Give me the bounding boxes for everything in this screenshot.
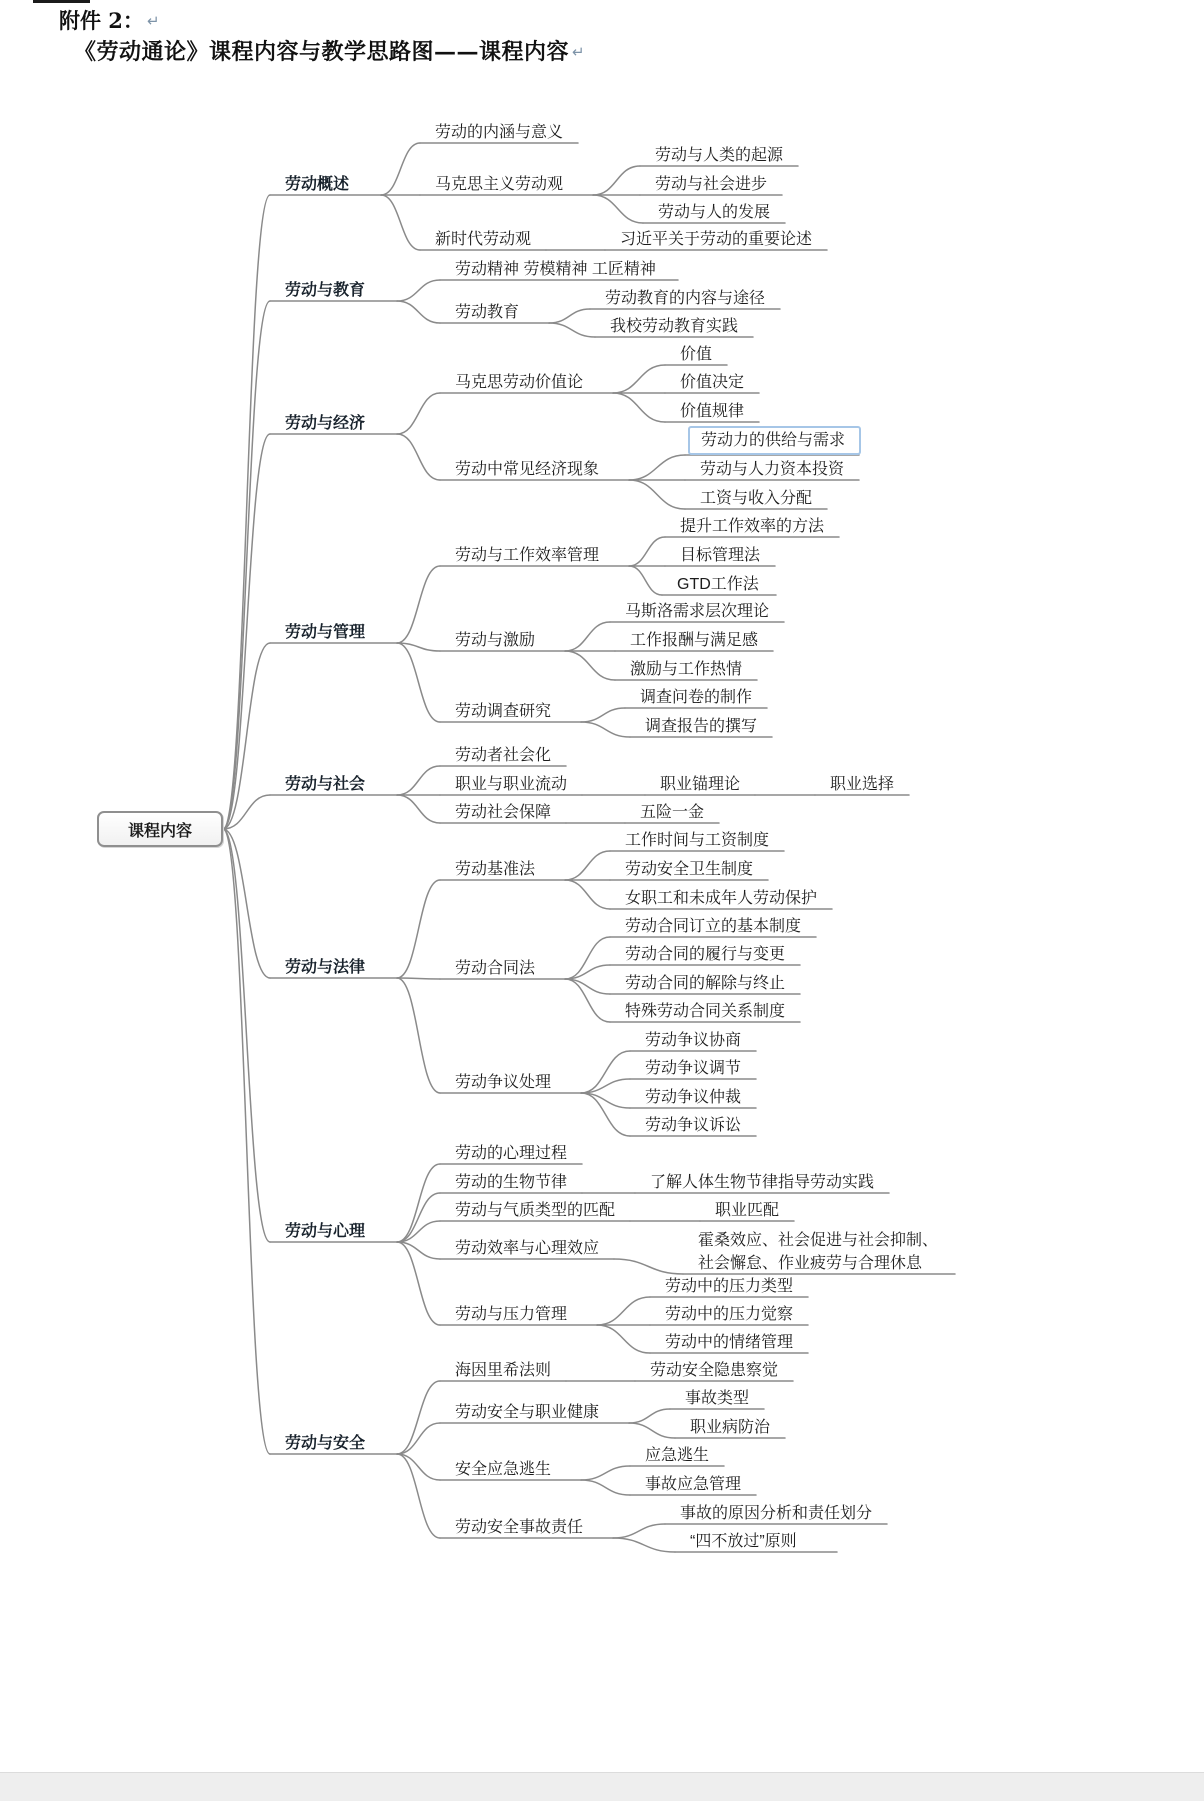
node-human-capital[interactable]: 劳动与人力资本投资 bbox=[700, 461, 845, 478]
page-edge-artifact bbox=[33, 0, 90, 3]
connector bbox=[397, 795, 440, 823]
node-education[interactable]: 劳动与教育 bbox=[285, 282, 366, 299]
attachment-text: 附件 2： bbox=[59, 8, 144, 33]
connector bbox=[397, 434, 440, 480]
connector bbox=[397, 880, 440, 978]
connector bbox=[397, 393, 440, 434]
node-occupation[interactable]: 职业与职业流动 bbox=[455, 776, 568, 793]
node-emergency-escape[interactable]: 安全应急逃生 bbox=[455, 1461, 552, 1478]
connector bbox=[223, 643, 270, 829]
node-disease-prevention[interactable]: 职业病防治 bbox=[690, 1419, 771, 1436]
connector bbox=[565, 622, 610, 651]
node-safety[interactable]: 劳动与安全 bbox=[285, 1435, 366, 1452]
node-protection[interactable]: 女职工和未成年人劳动保护 bbox=[625, 890, 818, 907]
connector bbox=[397, 1423, 440, 1454]
node-psych-process[interactable]: 劳动的心理过程 bbox=[455, 1145, 568, 1162]
document-header bbox=[59, 6, 585, 68]
node-stress-aware[interactable]: 劳动中的压力觉察 bbox=[665, 1306, 794, 1323]
node-maslow[interactable]: 马斯洛需求层次理论 bbox=[625, 603, 770, 620]
connector bbox=[397, 978, 440, 1093]
node-socialization[interactable]: 劳动者社会化 bbox=[455, 747, 552, 764]
node-incentive[interactable]: 劳动与激励 bbox=[455, 632, 536, 649]
connector bbox=[581, 1093, 630, 1136]
connector bbox=[565, 979, 610, 1022]
node-edu-practice[interactable]: 我校劳动教育实践 bbox=[610, 318, 739, 335]
node-economy[interactable]: 劳动与经济 bbox=[285, 415, 366, 432]
connector bbox=[597, 1325, 650, 1353]
node-xijinping[interactable]: 习近平关于劳动的重要论述 bbox=[620, 231, 813, 248]
connector bbox=[397, 1381, 440, 1454]
node-arbitrate[interactable]: 劳动争议仲裁 bbox=[645, 1089, 742, 1106]
node-four-nos[interactable]: “四不放过”原则 bbox=[690, 1533, 797, 1550]
node-emergency-mgmt[interactable]: 事故应急管理 bbox=[645, 1476, 742, 1493]
node-special-contract[interactable]: 特殊劳动合同关系制度 bbox=[625, 1003, 786, 1020]
node-efficiency-mgmt[interactable]: 劳动与工作效率管理 bbox=[455, 547, 600, 564]
node-development[interactable]: 劳动与人的发展 bbox=[658, 204, 771, 221]
node-psychology[interactable]: 劳动与心理 bbox=[285, 1223, 366, 1240]
connector bbox=[549, 309, 590, 323]
node-choice[interactable]: 职业选择 bbox=[830, 776, 895, 793]
node-mbo[interactable]: 目标管理法 bbox=[680, 547, 761, 564]
connector bbox=[381, 143, 420, 195]
node-cause-analysis[interactable]: 事故的原因分析和责任划分 bbox=[680, 1505, 873, 1522]
node-spirits[interactable]: 劳动精神 劳模精神 工匠精神 bbox=[455, 261, 656, 278]
connector bbox=[581, 1480, 630, 1495]
connector bbox=[397, 566, 440, 643]
node-progress[interactable]: 劳动与社会进步 bbox=[655, 176, 768, 193]
connector bbox=[381, 195, 420, 250]
connector bbox=[629, 537, 665, 566]
connector bbox=[629, 1423, 675, 1438]
connector bbox=[397, 643, 440, 722]
node-work-time[interactable]: 工作时间与工资制度 bbox=[625, 832, 770, 849]
node-mediate[interactable]: 劳动争议调节 bbox=[645, 1060, 742, 1077]
node-wage-distribution[interactable]: 工资与收入分配 bbox=[700, 490, 813, 507]
node-disputes[interactable]: 劳动争议处理 bbox=[455, 1074, 552, 1091]
node-newera[interactable]: 新时代劳动观 bbox=[435, 231, 532, 248]
node-bio-rhythm[interactable]: 劳动的生物节律 bbox=[455, 1174, 568, 1191]
connector bbox=[397, 1242, 440, 1325]
node-report-writing[interactable]: 调查报告的撰写 bbox=[645, 718, 758, 735]
connector bbox=[397, 766, 440, 795]
connector bbox=[613, 1538, 675, 1552]
connector bbox=[397, 1164, 440, 1242]
connector bbox=[565, 851, 610, 880]
node-value-theory[interactable]: 马克思劳动价值论 bbox=[455, 374, 584, 391]
paragraph-mark-icon: ↵ bbox=[146, 12, 160, 30]
node-management[interactable]: 劳动与管理 bbox=[285, 624, 366, 641]
node-social-security[interactable]: 劳动社会保障 bbox=[455, 804, 552, 821]
page-title bbox=[74, 36, 585, 68]
connector bbox=[613, 365, 665, 393]
connector bbox=[593, 195, 643, 223]
node-edu-ways[interactable]: 劳动教育的内容与途径 bbox=[605, 290, 766, 307]
node-questionnaire[interactable]: 调查问卷的制作 bbox=[640, 689, 753, 706]
connector bbox=[597, 1297, 650, 1325]
connector bbox=[565, 880, 610, 909]
connector bbox=[223, 829, 270, 1454]
attachment-label bbox=[59, 6, 585, 36]
node-safety-hygiene[interactable]: 劳动安全卫生制度 bbox=[625, 861, 754, 878]
connector bbox=[593, 166, 640, 195]
node-contract-basic[interactable]: 劳动合同订立的基本制度 bbox=[625, 918, 802, 935]
node-psych-effects[interactable]: 劳动效率与心理效应 bbox=[455, 1240, 600, 1257]
node-contract-perform[interactable]: 劳动合同的履行与变更 bbox=[625, 946, 786, 963]
node-effects-list[interactable] bbox=[698, 1229, 938, 1275]
node-survey[interactable]: 劳动调查研究 bbox=[455, 703, 552, 720]
connector bbox=[397, 643, 440, 651]
node-value-decision[interactable]: 价值决定 bbox=[680, 374, 745, 391]
node-reward[interactable]: 工作报酬与满足感 bbox=[630, 632, 759, 649]
node-gtd[interactable]: GTD工作法 bbox=[677, 576, 759, 593]
node-line: 霍桑效应、社会促进与社会抑制、 bbox=[698, 1232, 939, 1249]
page-bottom-margin bbox=[0, 1772, 1204, 1801]
node-enthusiasm[interactable]: 激励与工作热情 bbox=[630, 661, 743, 678]
node-connotation[interactable]: 劳动的内涵与意义 bbox=[435, 124, 564, 141]
connector bbox=[629, 566, 662, 595]
connector bbox=[397, 978, 440, 979]
node-society[interactable]: 劳动与社会 bbox=[285, 776, 366, 793]
node-contract-terminate[interactable]: 劳动合同的解除与终止 bbox=[625, 975, 786, 992]
node-accident-types[interactable]: 事故类型 bbox=[685, 1390, 750, 1407]
node-stress-mgmt[interactable]: 劳动与压力管理 bbox=[455, 1306, 568, 1323]
connector bbox=[397, 301, 440, 323]
node-negotiate[interactable]: 劳动争议协商 bbox=[645, 1032, 742, 1049]
node-accountability[interactable]: 劳动安全事故责任 bbox=[455, 1519, 584, 1536]
paragraph-mark-icon: ↵ bbox=[572, 43, 586, 61]
node-root[interactable]: 课程内容 bbox=[97, 811, 223, 847]
node-value-law[interactable]: 价值规律 bbox=[680, 403, 745, 420]
connector bbox=[223, 829, 270, 1242]
connector bbox=[613, 1524, 665, 1538]
node-insurance[interactable]: 五险一金 bbox=[640, 804, 705, 821]
node-methods[interactable]: 提升工作效率的方法 bbox=[680, 518, 825, 535]
node-stress-types[interactable]: 劳动中的压力类型 bbox=[665, 1278, 794, 1295]
connector bbox=[549, 323, 595, 337]
node-escape[interactable]: 应急逃生 bbox=[645, 1447, 710, 1464]
node-contract-law[interactable]: 劳动合同法 bbox=[455, 960, 536, 977]
connector bbox=[223, 301, 270, 829]
node-supply-demand[interactable]: 劳动力的供给与需求 bbox=[688, 426, 861, 455]
node-origin[interactable]: 劳动与人类的起源 bbox=[655, 147, 784, 164]
node-temperament[interactable]: 劳动与气质类型的匹配 bbox=[455, 1202, 616, 1219]
node-litigate[interactable]: 劳动争议诉讼 bbox=[645, 1117, 742, 1134]
connector bbox=[581, 1466, 630, 1480]
node-emotion-mgmt[interactable]: 劳动中的情绪管理 bbox=[665, 1334, 794, 1351]
connector bbox=[629, 480, 685, 509]
node-heinrich[interactable]: 海因里希法则 bbox=[455, 1362, 552, 1379]
connector bbox=[565, 651, 615, 680]
connector bbox=[629, 455, 685, 480]
node-job-match[interactable]: 职业匹配 bbox=[715, 1202, 780, 1219]
node-value[interactable]: 价值 bbox=[680, 346, 713, 363]
node-hazard-aware[interactable]: 劳动安全隐患察觉 bbox=[650, 1362, 779, 1379]
node-line: 社会懈怠、作业疲劳与合理休息 bbox=[698, 1255, 923, 1272]
connector bbox=[397, 280, 440, 301]
connector bbox=[581, 722, 630, 737]
node-anchor[interactable]: 职业锚理论 bbox=[660, 776, 741, 793]
node-overview[interactable]: 劳动概述 bbox=[285, 176, 350, 193]
node-standards[interactable]: 劳动基准法 bbox=[455, 861, 536, 878]
connector bbox=[629, 1409, 670, 1423]
page-title-text: 《劳动通论》课程内容与教学思路图——课程内容 bbox=[74, 39, 570, 65]
node-phenomena[interactable]: 劳动中常见经济现象 bbox=[455, 461, 600, 478]
connector bbox=[581, 708, 625, 722]
connector bbox=[614, 1259, 683, 1274]
node-occupational-health[interactable]: 劳动安全与职业健康 bbox=[455, 1404, 600, 1421]
node-rhythm-practice[interactable]: 了解人体生物节律指导劳动实践 bbox=[650, 1174, 875, 1191]
connector bbox=[613, 393, 665, 422]
node-edu-node[interactable]: 劳动教育 bbox=[455, 304, 520, 321]
node-law[interactable]: 劳动与法律 bbox=[285, 959, 366, 976]
node-marxist[interactable]: 马克思主义劳动观 bbox=[435, 176, 564, 193]
